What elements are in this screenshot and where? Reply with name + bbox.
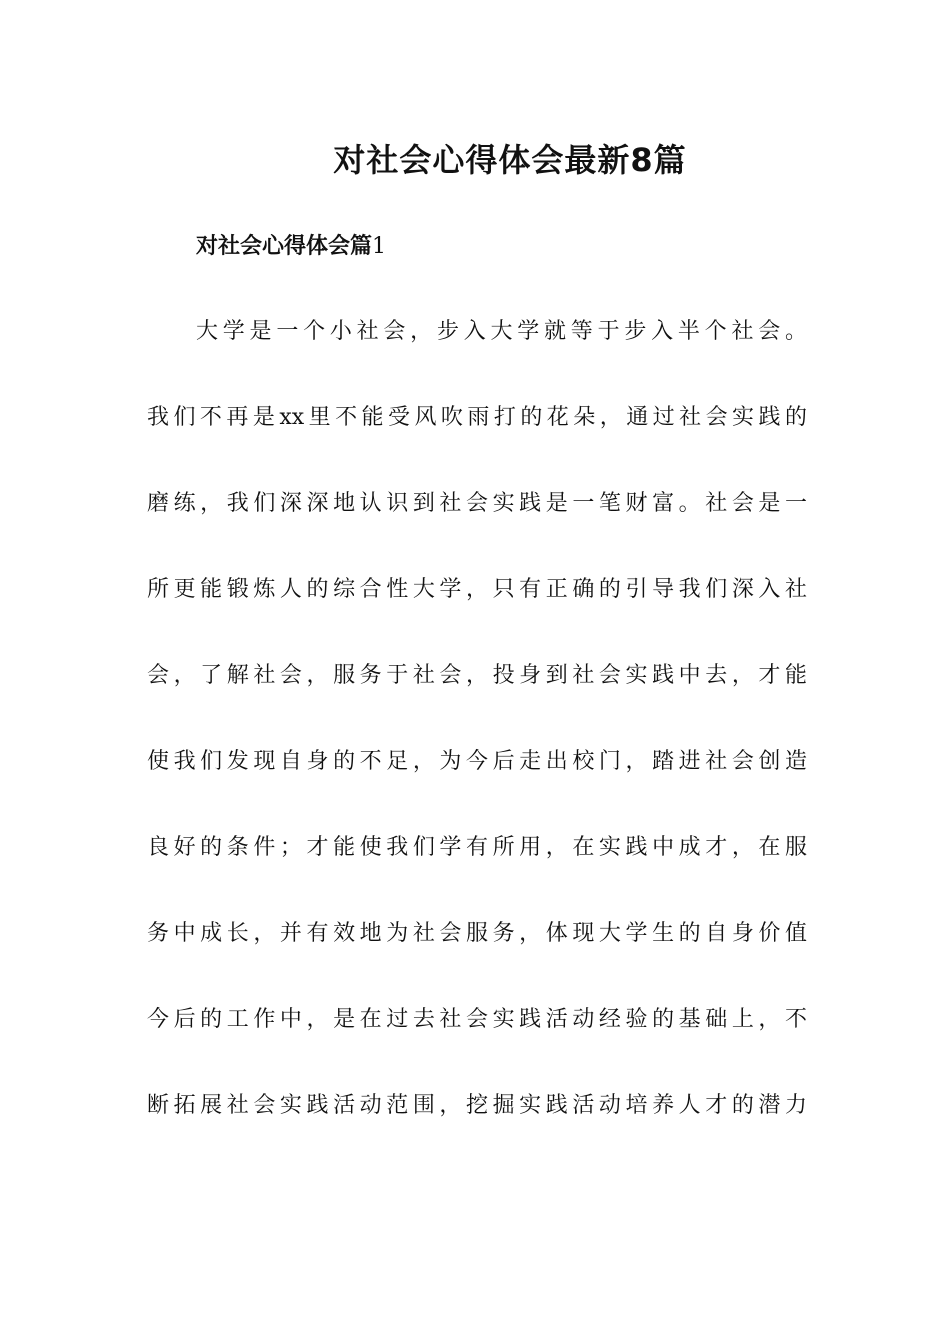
paragraph-line: 所更能锻炼人的综合性大学，只有正确的引导我们深入社 [147,577,807,602]
document-title: 对社会心得体会最新8篇 [333,141,687,179]
body-paragraph [147,310,807,1170]
paragraph-line: 良好的条件；才能使我们学有所用，在实践中成才，在服 [147,835,807,860]
paragraph-line: 务中成长，并有效地为社会服务，体现大学生的自身价值 [147,921,807,946]
section-heading-number: 1 [372,234,387,259]
paragraph-line: 使我们发现自身的不足，为今后走出校门，踏进社会创造 [147,749,807,774]
paragraph-line: 今后的工作中，是在过去社会实践活动经验的基础上，不 [147,1007,807,1032]
paragraph-line: 大学是一个小社会，步入大学就等于步入半个社会。 [196,319,807,344]
paragraph-line: 我们不再是xx里不能受风吹雨打的花朵，通过社会实践的 [147,405,807,430]
section-heading [196,230,386,264]
paragraph-line: 断拓展社会实践活动范围，挖掘实践活动培养人才的潜力 [147,1093,807,1118]
paragraph-line: 磨练，我们深深地认识到社会实践是一笔财富。社会是一 [147,491,807,516]
paragraph-line: 会，了解社会，服务于社会，投身到社会实践中去，才能 [147,663,807,688]
section-heading-text: 对社会心得体会篇 [196,234,373,259]
